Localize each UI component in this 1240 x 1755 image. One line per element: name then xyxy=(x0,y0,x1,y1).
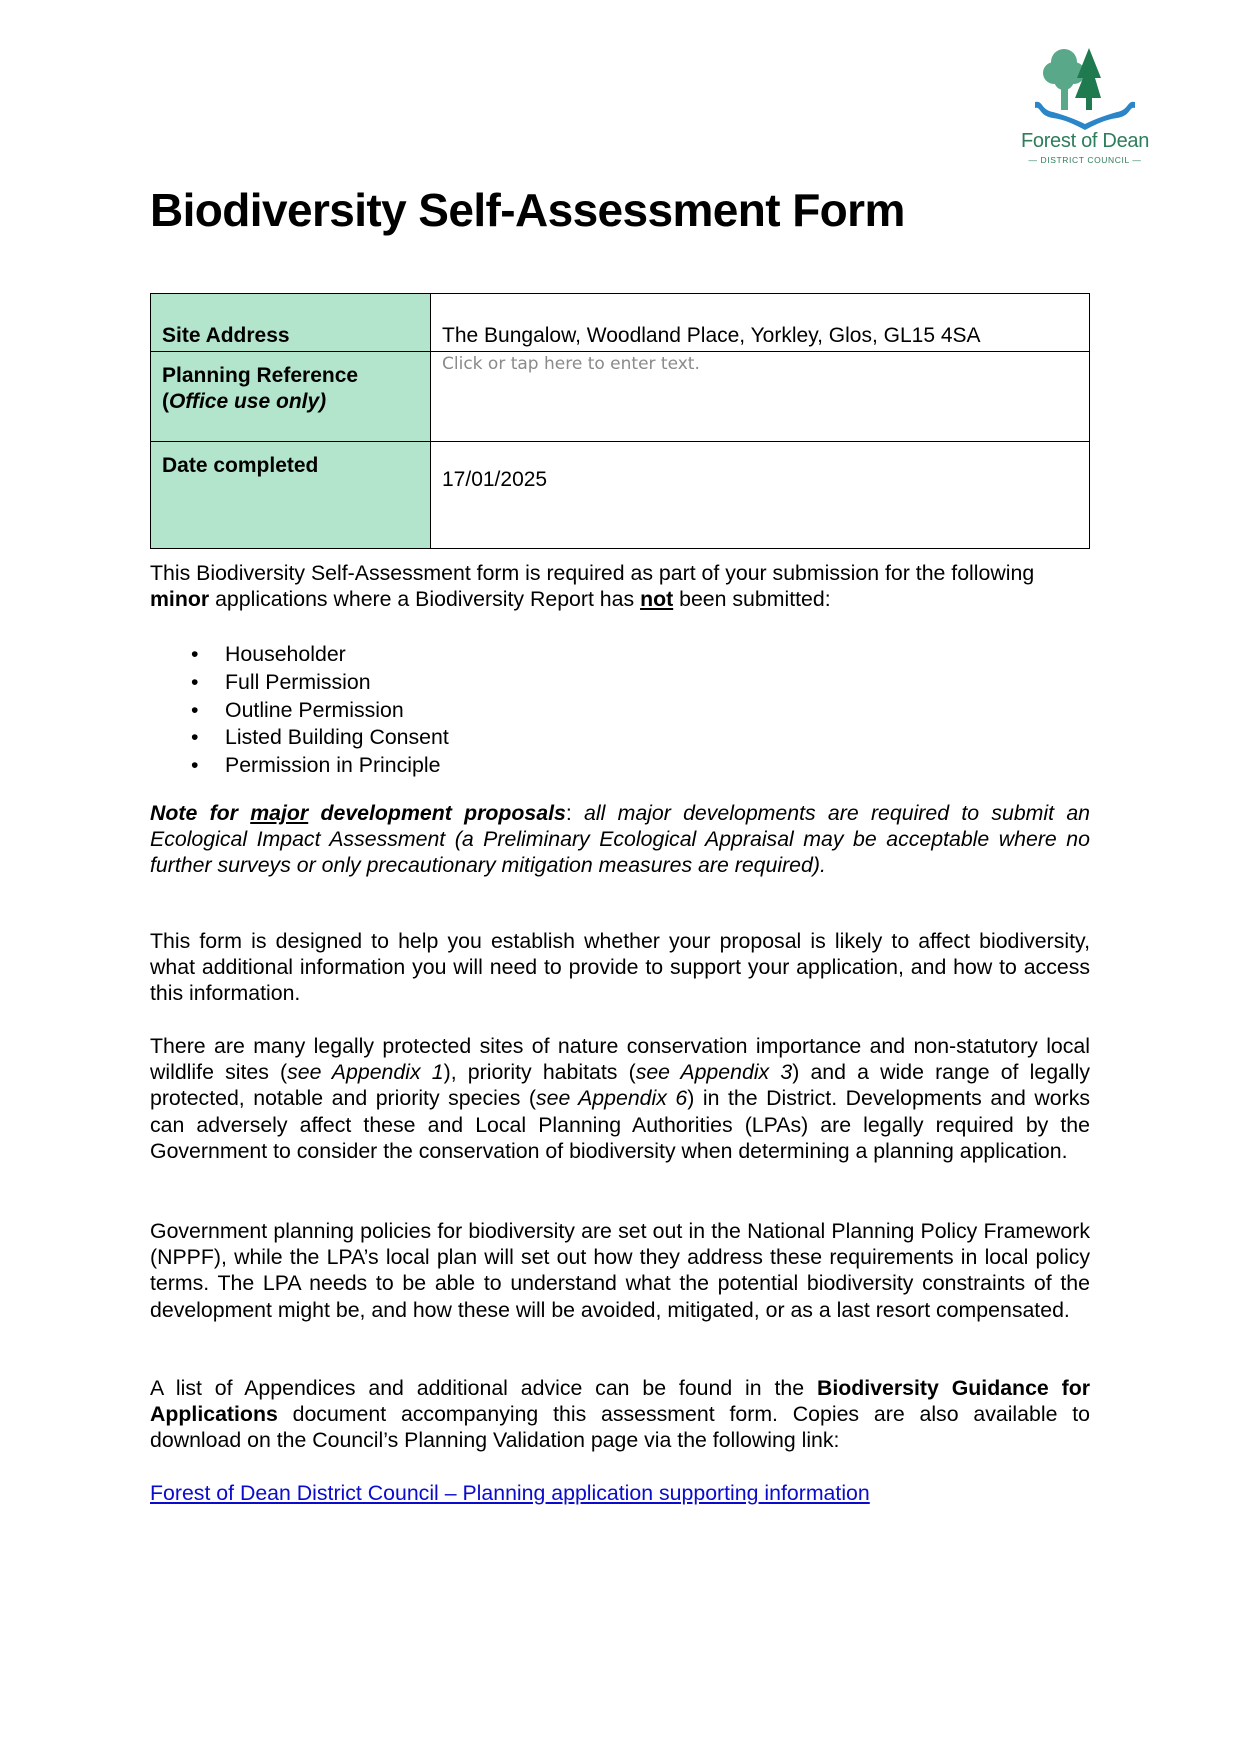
paragraph-text: ) and a wide range of legally protected, notable and priority species ( xyxy=(150,1060,1090,1111)
bullet-icon: • xyxy=(191,669,199,694)
intro-text: This Biodiversity Self-Assessment form is required as part of your submission for the following xyxy=(150,561,1035,585)
list-item-label: Listed Building Consent xyxy=(225,725,449,750)
tree-river-emblem-icon xyxy=(1005,40,1165,130)
list-item-label: Permission in Principle xyxy=(225,753,441,778)
major-development-note xyxy=(150,800,1090,879)
date-completed-label: Date completed xyxy=(151,442,431,549)
list-item-label: Full Permission xyxy=(225,669,371,694)
planning-reference-placeholder[interactable]: Click or tap here to enter text. xyxy=(442,354,700,374)
bullet-icon: • xyxy=(191,753,199,778)
appendices-paragraph xyxy=(150,1375,1090,1454)
link-paragraph xyxy=(150,1480,1090,1506)
appendix-reference: see Appendix 6 xyxy=(536,1086,688,1111)
appendix-reference: see Appendix 1 xyxy=(287,1060,444,1085)
list-item xyxy=(150,752,449,780)
date-completed-field[interactable]: 17/01/2025 xyxy=(431,442,1090,549)
paragraph-text: document accompanying this assessment form. Copies are also available to download on the Council’s Planning Validation page via the following link: xyxy=(150,1402,1090,1453)
planning-supporting-info-link[interactable]: Forest of Dean District Council – Planning application supporting information xyxy=(150,1481,870,1505)
table-row xyxy=(151,442,1090,549)
site-address-field[interactable]: The Bungalow, Woodland Place, Yorkley, Glos, GL15 4SA xyxy=(431,294,1090,352)
note-colon: : xyxy=(565,801,572,825)
bullet-icon: • xyxy=(191,725,199,750)
note-heading: development proposals xyxy=(308,801,566,825)
paragraph-text: ) in the District. Developments and works can adversely affect these and Local Planning Authorities (LPAs) are legally required by the Government to consider the conservation of biodiversity when determining a planning application. xyxy=(150,1086,1091,1163)
planning-reference-label-text: Planning Reference xyxy=(162,364,359,387)
not-emphasis: not xyxy=(640,587,674,612)
major-emphasis: major xyxy=(250,801,309,825)
appendix-reference: see Appendix 3 xyxy=(635,1060,793,1085)
intro-text: applications where a Biodiversity Report has xyxy=(209,587,641,612)
policy-paragraph: Government planning policies for biodiversity are set out in the National Planning Policy Framework (NPPF), while the LPA’s local plan will set out how they address these requirements in local policy terms. The LPA needs to be able to understand what the potential biodiversity constraints of the development might be, and how these will be avoided, mitigated, or as a last resort compensated. xyxy=(150,1219,1090,1322)
office-use-only-note: Office use only) xyxy=(169,390,327,413)
table-row xyxy=(151,352,1090,442)
bullet-icon: • xyxy=(191,642,199,666)
paragraph-text: ), priority habitats ( xyxy=(443,1060,636,1085)
office-use-paren: ( xyxy=(162,390,169,413)
site-details-table xyxy=(150,293,1090,549)
intro-paragraph xyxy=(150,560,1090,612)
application-type-list xyxy=(150,641,449,780)
list-item-label: Outline Permission xyxy=(225,697,404,722)
list-item-label: Householder xyxy=(225,642,346,666)
planning-reference-label xyxy=(151,352,431,442)
logo-wordmark: Forest of Dean xyxy=(1020,130,1150,152)
page-title: Biodiversity Self-Assessment Form xyxy=(150,184,905,236)
list-item xyxy=(150,641,449,669)
list-item xyxy=(150,669,449,697)
intro-text: been submitted: xyxy=(673,587,831,612)
paragraph-text: A list of Appendices and additional advice can be found in the xyxy=(150,1376,817,1400)
planning-reference-field[interactable] xyxy=(431,352,1090,442)
paragraph-text: There are many legally protected sites of nature conservation importance and non-statutory local wildlife sites ( xyxy=(150,1034,1090,1085)
logo-subtitle: — DISTRICT COUNCIL — xyxy=(1028,155,1142,165)
list-item xyxy=(150,697,449,725)
minor-emphasis: minor xyxy=(150,587,210,612)
bullet-icon: • xyxy=(191,697,199,722)
note-heading: Note for xyxy=(150,801,251,825)
protected-sites-paragraph xyxy=(150,1033,1090,1164)
note-text: all major developments are required to submit an Ecological Impact Assessment (a Preliminary Ecological Appraisal may be acceptable where no further surveys or only precautionary mitigation measures are required). xyxy=(150,801,1091,878)
site-address-label: Site Address xyxy=(151,294,431,352)
purpose-paragraph: This form is designed to help you establish whether your proposal is likely to affect biodiversity, what additional information you will need to provide to support your application, and how to access this information. xyxy=(150,929,1090,1006)
list-item xyxy=(150,724,449,752)
guidance-document-title: Biodiversity Guidance for Applications xyxy=(150,1376,1090,1427)
council-logo xyxy=(1005,40,1165,175)
table-row xyxy=(151,294,1090,352)
